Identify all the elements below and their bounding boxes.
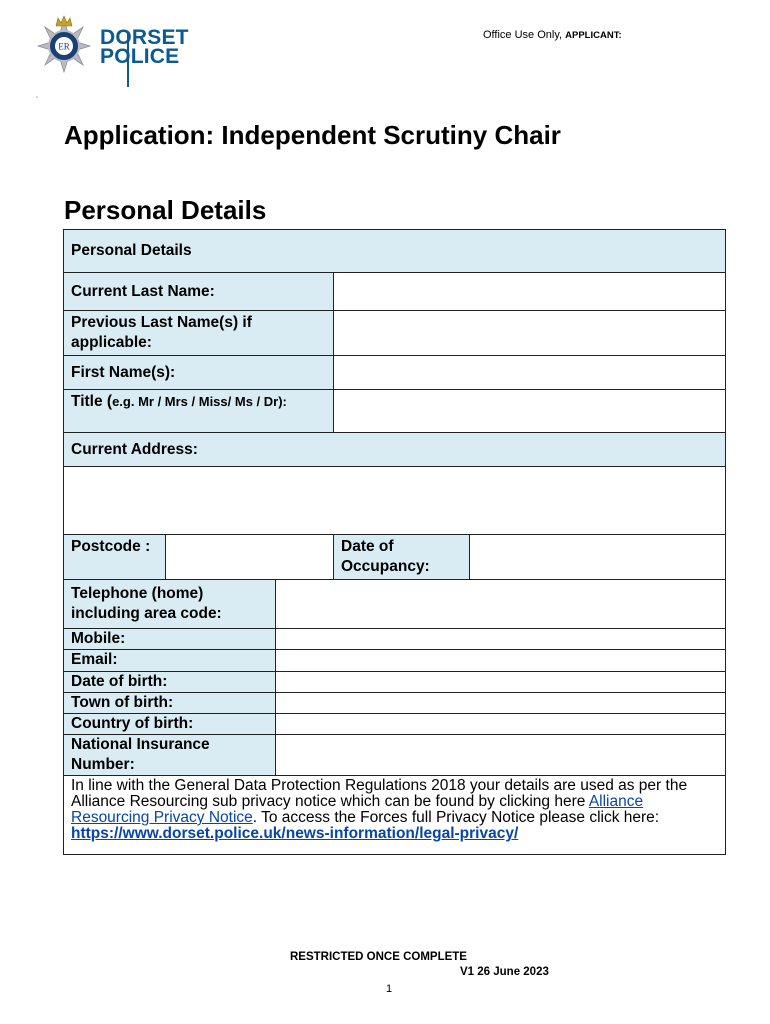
alliance-privacy-link[interactable]: Alliance Resourcing Privacy Notice <box>71 793 644 826</box>
ni-number-label: National Insurance Number: <box>64 735 276 776</box>
title-label-text: Title ( <box>71 393 113 410</box>
first-names-label: First Name(s): <box>64 356 334 390</box>
title-hint: e.g. Mr / Mrs / Miss/ Ms / Dr): <box>112 394 287 409</box>
telephone-label: Telephone (home) including area code: <box>64 580 276 629</box>
postcode-label: Postcode : <box>64 535 166 580</box>
svg-text:ER: ER <box>58 41 70 52</box>
date-of-birth-field[interactable] <box>276 672 726 693</box>
privacy-text-2: . To access the Forces full Privacy Notice please click here: <box>252 809 660 826</box>
police-crest-icon <box>36 14 92 76</box>
country-of-birth-field[interactable] <box>276 714 726 735</box>
mobile-field[interactable] <box>276 629 726 650</box>
dorset-privacy-link[interactable]: https://www.dorset.police.uk/news-information/legal-privacy/ <box>71 825 519 842</box>
date-of-occupancy-label: Date of Occupancy: <box>334 535 470 580</box>
date-of-occupancy-field[interactable] <box>470 535 726 580</box>
version-label: V1 26 June 2023 <box>460 966 549 978</box>
applicant-label: APPLICANT: <box>565 30 622 41</box>
restricted-label: RESTRICTED ONCE COMPLETE <box>290 951 467 963</box>
first-names-field[interactable] <box>334 356 726 390</box>
country-of-birth-label: Country of birth: <box>64 714 276 735</box>
town-of-birth-field[interactable] <box>276 693 726 714</box>
page-number: 1 <box>386 983 393 995</box>
ni-number-field[interactable] <box>276 735 726 776</box>
small-mark: " <box>36 97 39 103</box>
mobile-label: Mobile: <box>64 629 276 650</box>
town-of-birth-label: Town of birth: <box>64 693 276 714</box>
page-title: Application: Independent Scrutiny Chair <box>64 120 561 150</box>
current-last-name-field[interactable] <box>334 273 726 311</box>
section-heading: Personal Details <box>64 195 267 225</box>
logo-line-2: POLICE <box>100 45 180 68</box>
current-address-field[interactable] <box>64 467 726 535</box>
office-use-text: Office Use Only <box>483 29 560 41</box>
personal-details-form <box>63 229 726 855</box>
date-of-birth-label: Date of birth: <box>64 672 276 693</box>
form-section-header: Personal Details <box>64 230 726 273</box>
logo-line-1: DORSET <box>100 26 189 49</box>
current-last-name-label: Current Last Name: <box>64 273 334 311</box>
email-label: Email: <box>64 650 276 672</box>
previous-last-name-label: Previous Last Name(s) if applicable: <box>64 311 334 356</box>
title-label <box>64 390 334 433</box>
privacy-notice <box>64 776 726 855</box>
logo-wordmark <box>100 28 189 66</box>
office-use-label: Office Use Only, APPLICANT: <box>483 29 622 41</box>
postcode-field[interactable] <box>166 535 334 580</box>
telephone-field[interactable] <box>276 580 726 629</box>
title-field[interactable] <box>334 390 726 433</box>
current-address-label: Current Address: <box>64 433 726 467</box>
privacy-text-1: In line with the General Data Protection Regulations 2018 your details are used as per the Alliance Resourcing sub privacy notice which can be found by clicking here <box>71 777 688 810</box>
previous-last-name-field[interactable] <box>334 311 726 356</box>
email-field[interactable] <box>276 650 726 672</box>
